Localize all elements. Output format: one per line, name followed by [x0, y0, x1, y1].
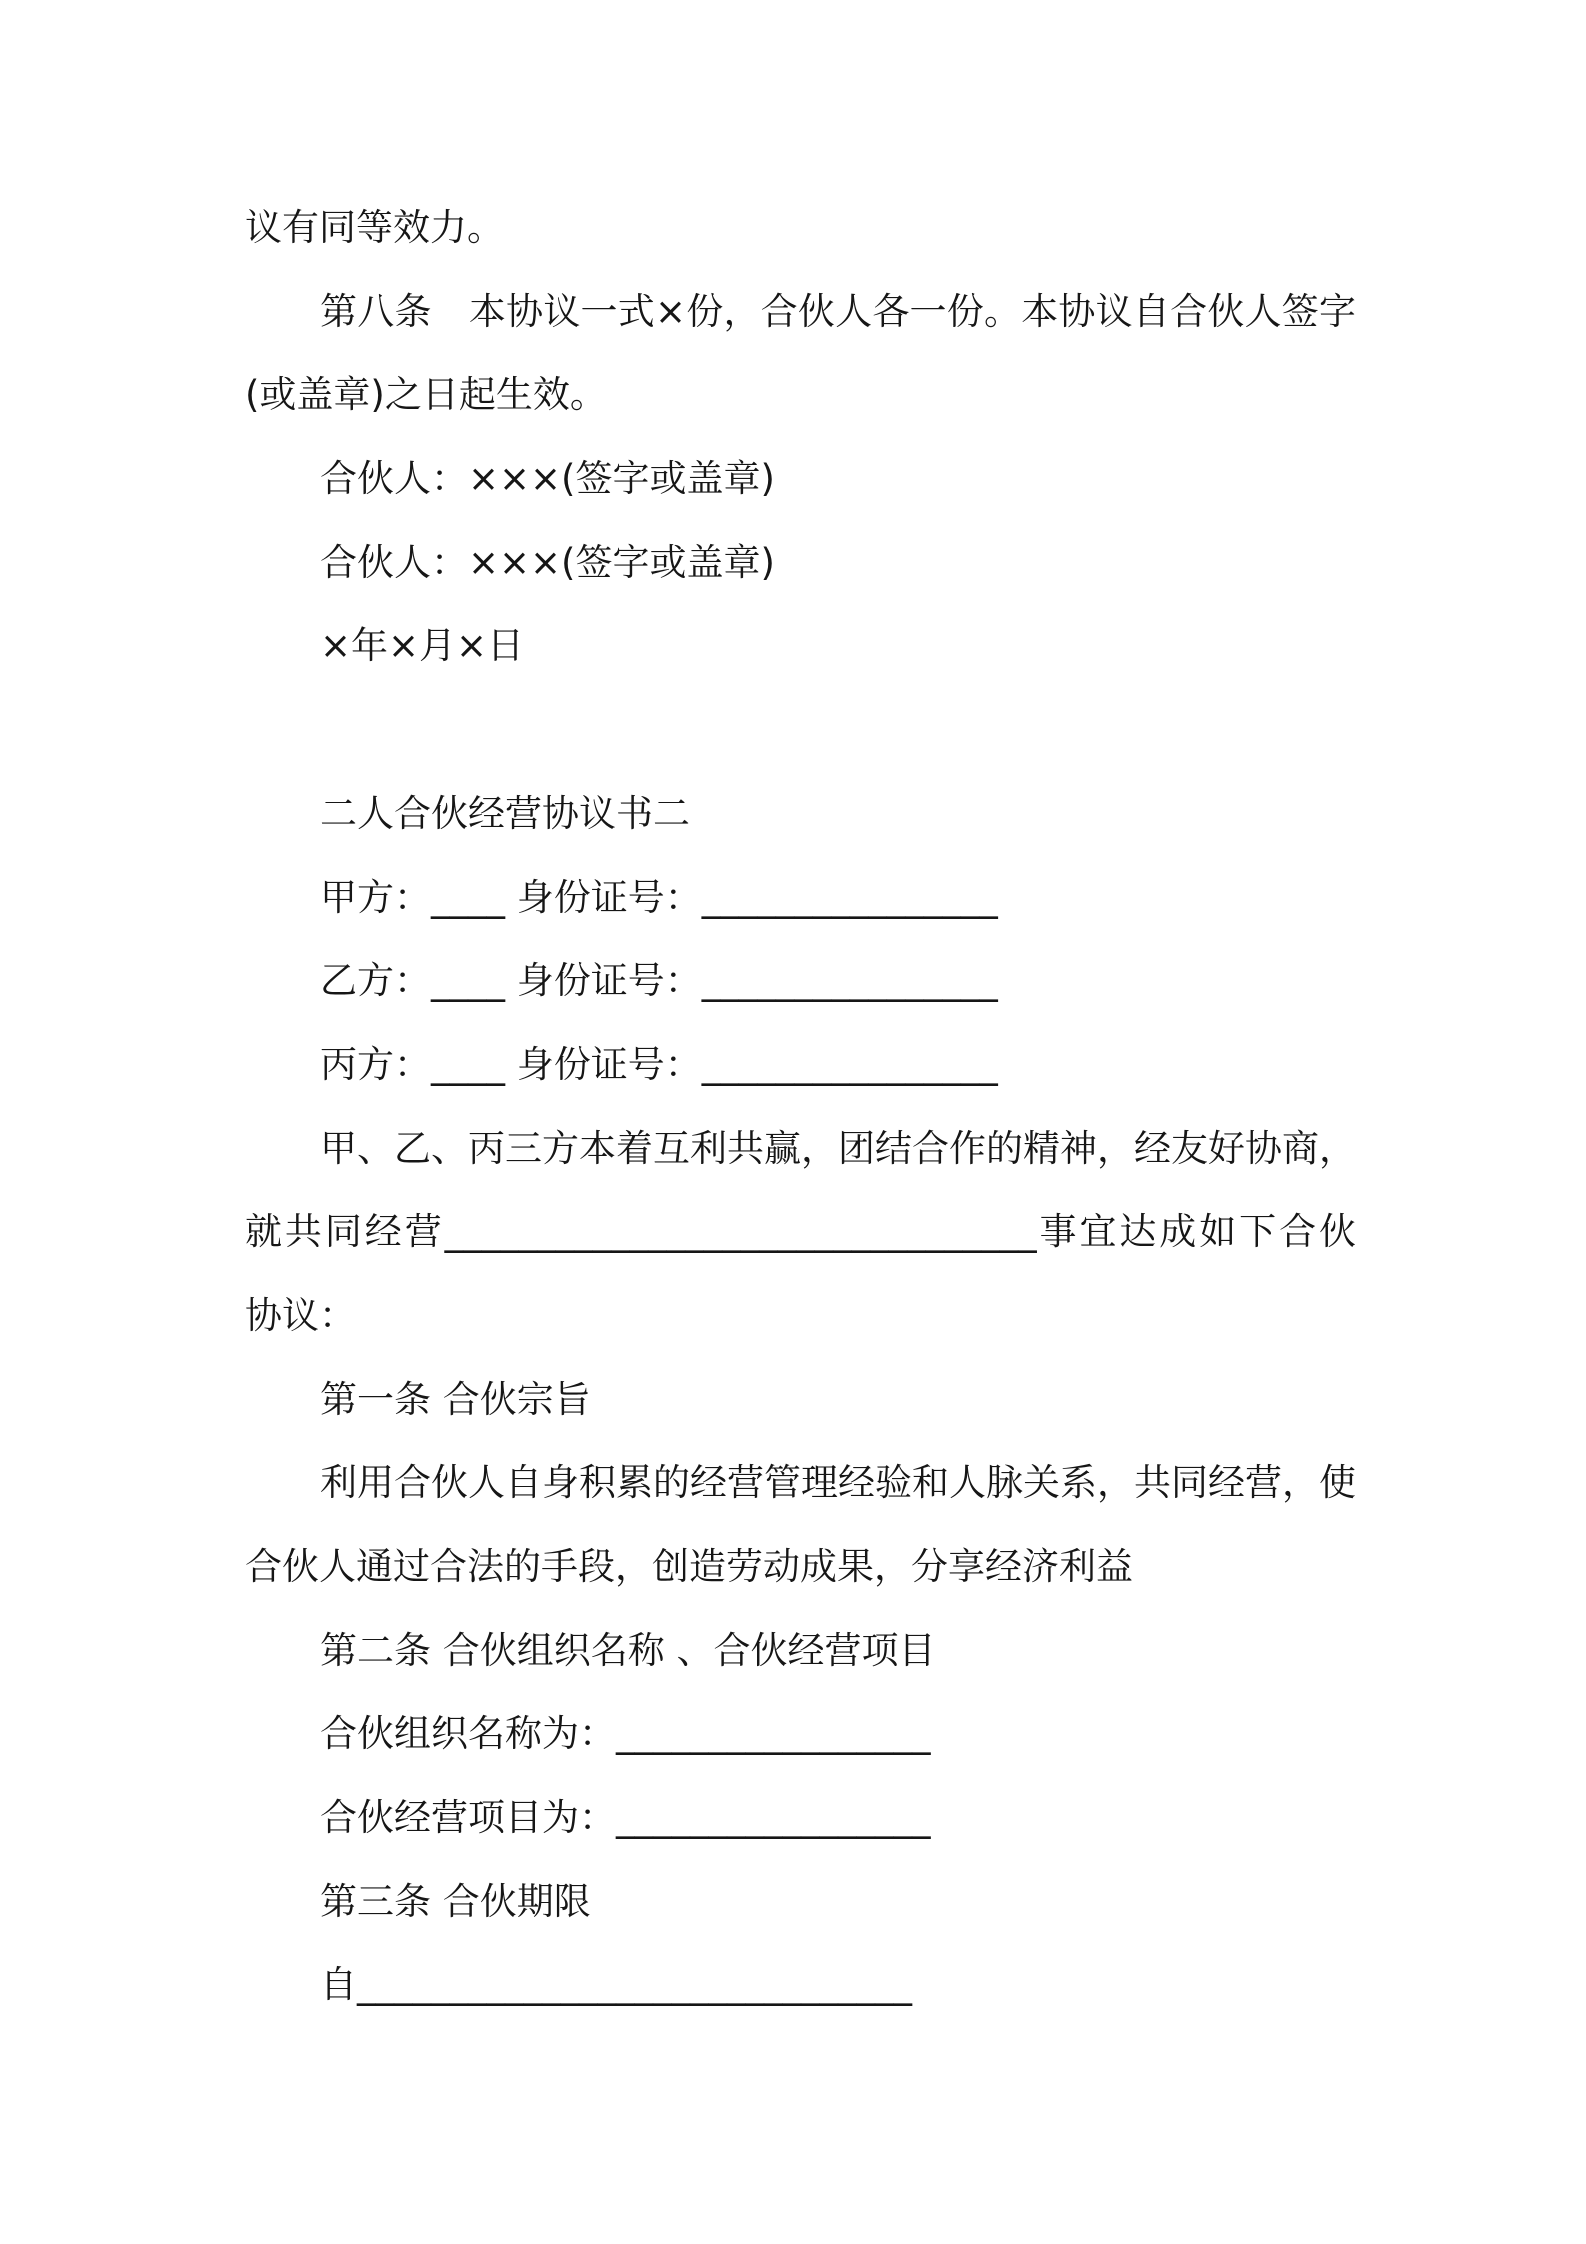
- partner-signature-2: 合伙人：×××(签字或盖章): [320, 540, 775, 584]
- preamble-line-1: 甲、乙、丙三方本着互利共赢，团结合作的精神，经友好协商，: [320, 1126, 1356, 1170]
- preamble-line-3: 协议：: [245, 1293, 356, 1337]
- agreement-title: 二人合伙经营协议书二: [320, 791, 690, 835]
- organization-name-line: 合伙组织名称为：_________________: [320, 1712, 931, 1756]
- section-gap: [245, 688, 1356, 772]
- paragraph-continuation: 议有同等效力。: [245, 206, 504, 249]
- article-one-body-line-2: 合伙人通过合法的手段，创造劳动成果，分享经济利益: [245, 1545, 1133, 1588]
- partner-signature-1: 合伙人：×××(签字或盖章): [320, 457, 775, 501]
- document-body: [245, 186, 1356, 2027]
- signature-date: ×年×月×日: [320, 624, 525, 668]
- article-eight-line-1: 第八条 本协议一式×份，合伙人各一份。本协议自合伙人签字: [320, 289, 1356, 333]
- article-eight-line-2: (或盖章)之日起生效。: [245, 373, 607, 417]
- article-three-heading: 第三条 合伙期限: [320, 1879, 591, 1923]
- term-start-line: 自______________________________: [320, 1963, 912, 2007]
- party-b-line: 乙方：____ 身份证号：________________: [320, 959, 998, 1003]
- party-a-line: 甲方：____ 身份证号：________________: [320, 875, 998, 919]
- business-project-line: 合伙经营项目为：_________________: [320, 1796, 931, 1840]
- article-one-body-line-1: 利用合伙人自身积累的经营管理经验和人脉关系，共同经营，使: [320, 1461, 1356, 1505]
- article-two-heading: 第二条 合伙组织名称 、合伙经营项目: [320, 1628, 936, 1672]
- article-one-heading: 第一条 合伙宗旨: [320, 1377, 591, 1421]
- party-c-line: 丙方：____ 身份证号：________________: [320, 1042, 998, 1086]
- preamble-line-2: 就共同经营________________________________事宜达成如下合伙: [245, 1210, 1356, 1254]
